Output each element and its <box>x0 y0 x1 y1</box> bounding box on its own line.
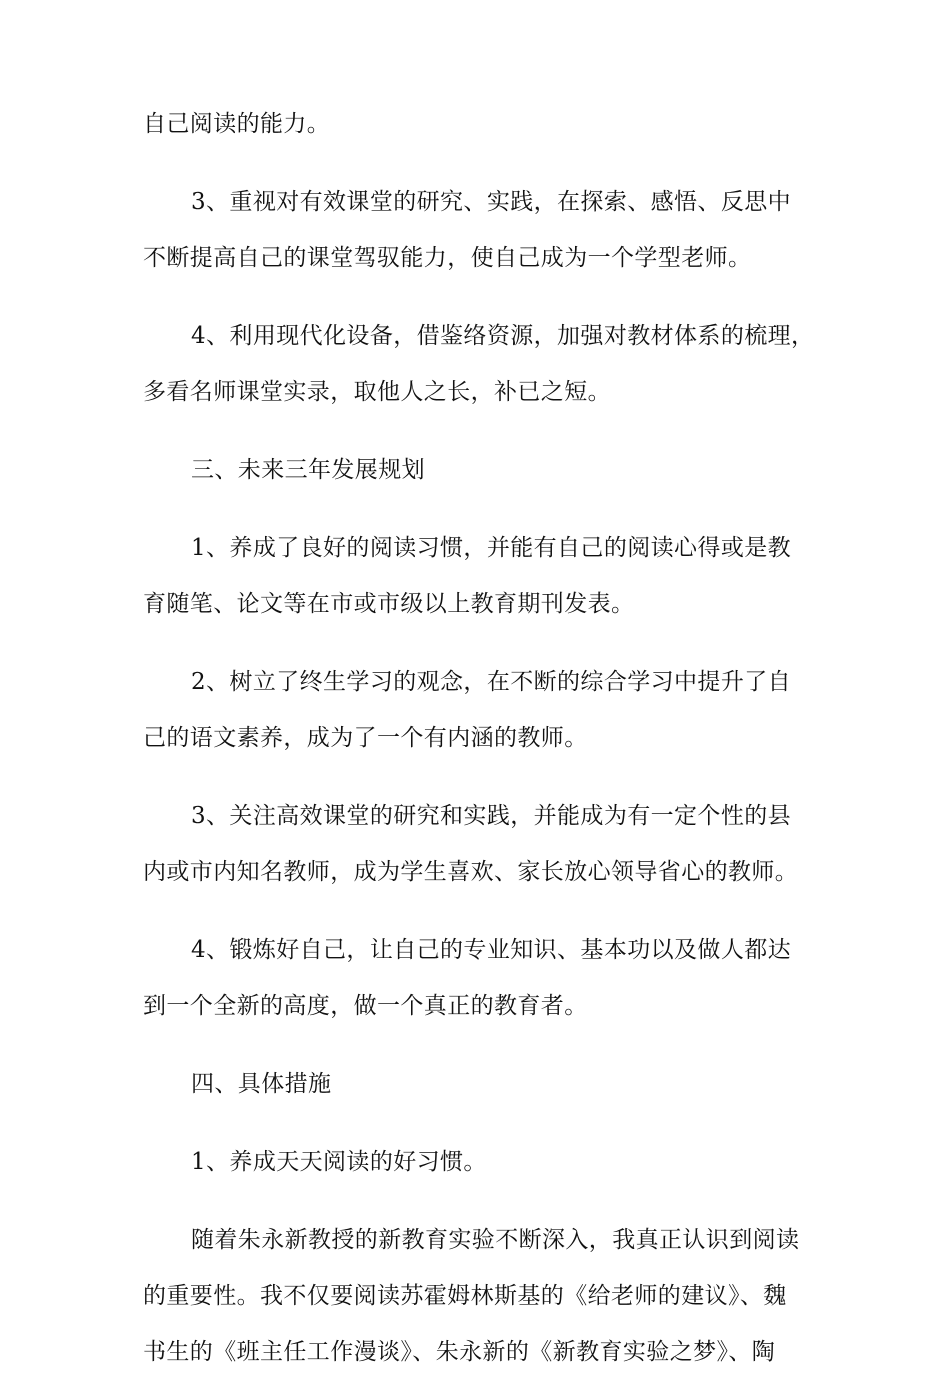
paragraph-gap <box>143 1034 810 1056</box>
paragraph-line: 自己阅读的能力。 <box>143 111 331 137</box>
paragraph-line: 多看名师课堂实录，取他人之长，补已之短。 <box>143 379 611 405</box>
paragraph-line: 内或市内知名教师，成为学生喜欢、家长放心领导省心的教师。 <box>143 859 799 885</box>
paragraph-line: 4、锻炼好自己，让自己的专业知识、基本功以及做人都达 <box>191 937 792 963</box>
paragraph-line: 不断提高自己的课堂驾驭能力，使自己成为一个学型老师。 <box>143 245 752 271</box>
paragraph-gap <box>143 498 810 520</box>
paragraph-line: 4、利用现代化设备，借鉴络资源，加强对教材体系的梳理， <box>191 323 815 349</box>
paragraph-gap <box>143 1112 810 1134</box>
paragraph-line: 3、重视对有效课堂的研究、实践，在探索、感悟、反思中 <box>191 189 792 215</box>
paragraph-line: 的重要性。我不仅要阅读苏霍姆林斯基的《给老师的建议》、魏 <box>143 1283 787 1309</box>
paragraph-gap <box>143 900 810 922</box>
section-heading: 四、具体措施 <box>191 1071 332 1097</box>
paragraph-line: 到一个全新的高度，做一个真正的教育者。 <box>143 993 588 1019</box>
paragraph-line: 书生的《班主任工作漫谈》、朱永新的《新教育实验之梦》、陶 <box>143 1339 776 1365</box>
paragraph-gap <box>143 286 810 308</box>
paragraph-line: 育随笔、论文等在市或市级以上教育期刊发表。 <box>143 591 635 617</box>
paragraph-gap <box>143 152 810 174</box>
paragraph-gap <box>143 766 810 788</box>
paragraph-line: 己的语文素养，成为了一个有内涵的教师。 <box>143 725 588 751</box>
paragraph-gap <box>143 1190 810 1212</box>
paragraph-line: 3、关注高效课堂的研究和实践，并能成为有一定个性的县 <box>191 803 792 829</box>
section-heading: 三、未来三年发展规划 <box>191 457 425 483</box>
subsection-heading: 1、养成天天阅读的好习惯。 <box>191 1149 487 1175</box>
document-page <box>143 96 815 1380</box>
paragraph-gap <box>143 632 810 654</box>
paragraph-gap <box>143 420 810 442</box>
paragraph-line: 随着朱永新教授的新教育实验不断深入，我真正认识到阅读 <box>191 1227 800 1253</box>
paragraph-line: 1、养成了良好的阅读习惯，并能有自己的阅读心得或是教 <box>191 535 792 561</box>
paragraph-line: 2、树立了终生学习的观念，在不断的综合学习中提升了自 <box>191 669 792 695</box>
